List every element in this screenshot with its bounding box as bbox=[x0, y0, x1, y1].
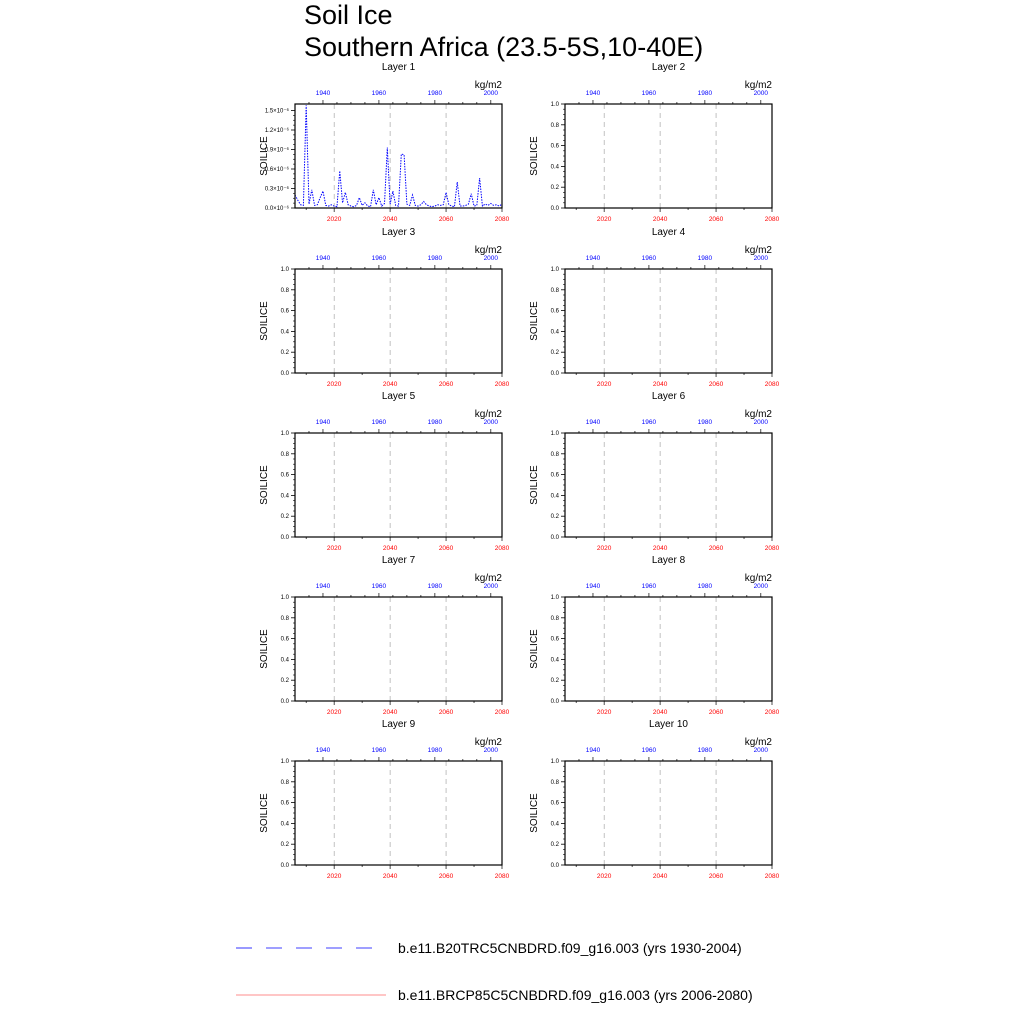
y-axis-label: SOILICE bbox=[529, 301, 540, 341]
panels bbox=[259, 62, 780, 880]
y-tick-label: 0.2 bbox=[550, 514, 559, 521]
panel-4 bbox=[529, 227, 780, 388]
x-tick-label-top: 1960 bbox=[371, 747, 387, 754]
panel-units: kg/m2 bbox=[744, 409, 772, 420]
y-axis-label: SOILICE bbox=[529, 136, 540, 176]
panel-title: Layer 9 bbox=[381, 719, 416, 730]
panel-8 bbox=[529, 555, 780, 716]
x-tick-label-bottom: 2060 bbox=[438, 709, 454, 716]
x-tick-label-top: 1980 bbox=[697, 90, 713, 97]
y-tick-label: 1.2×10⁻⁶ bbox=[264, 128, 289, 134]
x-tick-label-bottom: 2080 bbox=[764, 873, 780, 880]
x-tick-label-bottom: 2080 bbox=[764, 709, 780, 716]
y-tick-label: 1.0 bbox=[280, 267, 289, 273]
y-tick-label: 0.0 bbox=[550, 371, 559, 377]
x-tick-label-bottom: 2040 bbox=[652, 216, 668, 223]
panel-units: kg/m2 bbox=[744, 737, 772, 748]
y-tick-label: 0.2 bbox=[550, 842, 559, 849]
x-tick-label-top: 1940 bbox=[585, 583, 601, 590]
y-tick-label: 0.6 bbox=[550, 472, 559, 479]
y-tick-label: 0.6 bbox=[280, 472, 289, 479]
panel-units: kg/m2 bbox=[744, 245, 772, 256]
y-tick-label: 1.0 bbox=[550, 267, 559, 273]
x-tick-label-top: 1940 bbox=[585, 255, 601, 262]
y-tick-label: 1.0 bbox=[550, 595, 559, 601]
y-tick-label: 0.8 bbox=[280, 287, 289, 294]
x-tick-label-top: 1960 bbox=[641, 747, 657, 754]
x-tick-label-top: 1940 bbox=[315, 255, 331, 262]
y-tick-label: 0.8 bbox=[550, 779, 559, 786]
panel-title: Layer 1 bbox=[381, 62, 416, 73]
x-tick-label-bottom: 2020 bbox=[326, 709, 342, 716]
y-axis-label: SOILICE bbox=[529, 465, 540, 505]
x-tick-label-bottom: 2060 bbox=[438, 216, 454, 223]
legend-label-historical: b.e11.B20TRC5CNBDRD.f09_g16.003 (yrs 1930-2004) bbox=[398, 940, 742, 956]
panel-9 bbox=[259, 719, 510, 880]
x-tick-label-top: 1940 bbox=[315, 419, 331, 426]
y-tick-label: 0.0 bbox=[550, 206, 559, 212]
x-tick-label-top: 1940 bbox=[585, 419, 601, 426]
x-tick-label-top: 1940 bbox=[315, 90, 331, 97]
x-tick-label-bottom: 2060 bbox=[438, 381, 454, 388]
y-tick-label: 0.6 bbox=[280, 308, 289, 315]
panel-title: Layer 10 bbox=[649, 719, 688, 730]
x-tick-label-top: 1980 bbox=[697, 583, 713, 590]
x-tick-label-bottom: 2040 bbox=[652, 545, 668, 552]
figure-title-line1: Soil Ice bbox=[304, 0, 393, 30]
y-tick-label: 0.4 bbox=[280, 329, 289, 336]
x-tick-label-top: 2000 bbox=[753, 583, 769, 590]
x-tick-label-top: 1940 bbox=[585, 747, 601, 754]
panel-units: kg/m2 bbox=[744, 80, 772, 91]
panel-2 bbox=[529, 62, 780, 223]
x-tick-label-top: 1980 bbox=[697, 255, 713, 262]
x-tick-label-top: 1940 bbox=[315, 583, 331, 590]
y-axis-label: SOILICE bbox=[529, 793, 540, 833]
y-tick-label: 0.2 bbox=[280, 350, 289, 357]
y-tick-label: 0.6 bbox=[550, 143, 559, 150]
y-tick-label: 0.3×10⁻⁶ bbox=[264, 186, 289, 193]
x-tick-label-top: 1980 bbox=[697, 747, 713, 754]
x-tick-label-top: 2000 bbox=[483, 255, 499, 262]
x-tick-label-bottom: 2060 bbox=[708, 216, 724, 223]
plot-frame bbox=[565, 104, 772, 208]
x-tick-label-bottom: 2060 bbox=[438, 873, 454, 880]
panel-title: Layer 3 bbox=[381, 227, 416, 238]
x-tick-label-top: 2000 bbox=[753, 90, 769, 97]
x-tick-label-top: 2000 bbox=[753, 419, 769, 426]
y-tick-label: 0.0 bbox=[550, 535, 559, 541]
panel-6 bbox=[529, 391, 780, 552]
y-tick-label: 1.0 bbox=[280, 759, 289, 765]
y-tick-label: 0.9×10⁻⁶ bbox=[264, 147, 289, 154]
y-axis-label: SOILICE bbox=[259, 629, 270, 669]
y-tick-label: 1.0 bbox=[550, 759, 559, 765]
y-tick-label: 0.8 bbox=[550, 287, 559, 294]
panel-title: Layer 6 bbox=[651, 391, 686, 402]
x-tick-label-bottom: 2040 bbox=[382, 709, 398, 716]
y-tick-label: 0.4 bbox=[550, 493, 559, 500]
x-tick-label-bottom: 2040 bbox=[382, 545, 398, 552]
x-tick-label-top: 1980 bbox=[427, 583, 443, 590]
panel-title: Layer 2 bbox=[651, 62, 686, 73]
x-tick-label-bottom: 2080 bbox=[764, 545, 780, 552]
x-tick-label-bottom: 2020 bbox=[596, 545, 612, 552]
x-tick-label-bottom: 2020 bbox=[596, 709, 612, 716]
x-tick-label-top: 2000 bbox=[483, 747, 499, 754]
x-tick-label-top: 1940 bbox=[585, 90, 601, 97]
x-tick-label-bottom: 2020 bbox=[596, 873, 612, 880]
y-tick-label: 0.0 bbox=[280, 535, 289, 541]
x-tick-label-bottom: 2060 bbox=[708, 545, 724, 552]
y-tick-label: 1.0 bbox=[550, 102, 559, 108]
x-tick-label-bottom: 2060 bbox=[708, 381, 724, 388]
x-tick-label-top: 1980 bbox=[427, 90, 443, 97]
x-tick-label-bottom: 2020 bbox=[326, 545, 342, 552]
x-tick-label-bottom: 2080 bbox=[494, 709, 510, 716]
x-tick-label-bottom: 2040 bbox=[382, 873, 398, 880]
y-tick-label: 0.8 bbox=[550, 451, 559, 458]
x-tick-label-bottom: 2020 bbox=[596, 216, 612, 223]
y-tick-label: 0.4 bbox=[550, 821, 559, 828]
x-tick-label-bottom: 2020 bbox=[326, 216, 342, 223]
panel-title: Layer 5 bbox=[381, 391, 416, 402]
x-tick-label-top: 1960 bbox=[371, 583, 387, 590]
y-axis-label: SOILICE bbox=[259, 136, 270, 176]
y-tick-label: 0.0 bbox=[280, 371, 289, 377]
figure-title-line2: Southern Africa (23.5-5S,10-40E) bbox=[304, 32, 704, 62]
series-historical-line bbox=[295, 105, 502, 206]
panel-units: kg/m2 bbox=[474, 245, 502, 256]
y-tick-label: 0.6 bbox=[280, 636, 289, 643]
y-tick-label: 0.8 bbox=[280, 779, 289, 786]
y-tick-label: 0.2 bbox=[280, 514, 289, 521]
plot-frame bbox=[295, 269, 502, 373]
panel-1 bbox=[259, 62, 510, 223]
y-tick-label: 0.8 bbox=[280, 451, 289, 458]
x-tick-label-top: 2000 bbox=[483, 419, 499, 426]
x-tick-label-bottom: 2040 bbox=[652, 873, 668, 880]
x-tick-label-bottom: 2040 bbox=[652, 381, 668, 388]
x-tick-label-bottom: 2060 bbox=[708, 873, 724, 880]
y-tick-label: 1.0 bbox=[280, 431, 289, 437]
x-tick-label-top: 2000 bbox=[483, 90, 499, 97]
y-tick-label: 0.6 bbox=[550, 636, 559, 643]
y-tick-label: 0.4 bbox=[280, 657, 289, 664]
x-tick-label-top: 2000 bbox=[753, 255, 769, 262]
x-tick-label-top: 1960 bbox=[641, 583, 657, 590]
y-tick-label: 1.5×10⁻⁶ bbox=[264, 108, 289, 115]
y-tick-label: 0.0 bbox=[280, 863, 289, 869]
x-tick-label-bottom: 2080 bbox=[764, 381, 780, 388]
y-tick-label: 1.0 bbox=[280, 595, 289, 601]
x-tick-label-top: 1980 bbox=[427, 419, 443, 426]
y-tick-label: 0.0 bbox=[550, 863, 559, 869]
plot-frame bbox=[565, 597, 772, 701]
panel-title: Layer 4 bbox=[651, 227, 686, 238]
y-tick-label: 0.4 bbox=[280, 821, 289, 828]
x-tick-label-bottom: 2080 bbox=[494, 381, 510, 388]
y-axis-label: SOILICE bbox=[529, 629, 540, 669]
x-tick-label-top: 2000 bbox=[753, 747, 769, 754]
panel-5 bbox=[259, 391, 510, 552]
y-tick-label: 0.6 bbox=[280, 800, 289, 807]
x-tick-label-bottom: 2040 bbox=[382, 216, 398, 223]
plot-frame bbox=[295, 104, 502, 208]
y-tick-label: 0.0 bbox=[550, 699, 559, 705]
y-axis-label: SOILICE bbox=[259, 301, 270, 341]
y-tick-label: 0.4 bbox=[280, 493, 289, 500]
x-tick-label-bottom: 2080 bbox=[494, 545, 510, 552]
plot-frame bbox=[295, 761, 502, 865]
y-tick-label: 0.2 bbox=[280, 842, 289, 849]
y-tick-label: 0.0×10⁻⁶ bbox=[264, 206, 289, 212]
panel-units: kg/m2 bbox=[474, 80, 502, 91]
y-tick-label: 0.4 bbox=[550, 329, 559, 336]
plot-frame bbox=[295, 597, 502, 701]
panel-units: kg/m2 bbox=[474, 737, 502, 748]
x-tick-label-top: 1980 bbox=[427, 255, 443, 262]
y-tick-label: 0.4 bbox=[550, 164, 559, 171]
y-tick-label: 1.0 bbox=[550, 431, 559, 437]
panel-3 bbox=[259, 227, 510, 388]
x-tick-label-top: 2000 bbox=[483, 583, 499, 590]
x-tick-label-bottom: 2020 bbox=[326, 873, 342, 880]
plot-frame bbox=[565, 433, 772, 537]
x-tick-label-bottom: 2080 bbox=[764, 216, 780, 223]
y-tick-label: 0.6 bbox=[550, 308, 559, 315]
y-tick-label: 0.8 bbox=[550, 615, 559, 622]
y-tick-label: 0.2 bbox=[550, 350, 559, 357]
y-tick-label: 0.4 bbox=[550, 657, 559, 664]
y-tick-label: 0.6 bbox=[550, 800, 559, 807]
x-tick-label-bottom: 2020 bbox=[596, 381, 612, 388]
x-tick-label-bottom: 2080 bbox=[494, 216, 510, 223]
plot-frame bbox=[565, 761, 772, 865]
legend-entry-historical bbox=[236, 940, 742, 956]
y-tick-label: 0.8 bbox=[550, 122, 559, 129]
y-axis-label: SOILICE bbox=[259, 465, 270, 505]
panel-7 bbox=[259, 555, 510, 716]
panel-10 bbox=[529, 719, 780, 880]
x-tick-label-top: 1980 bbox=[697, 419, 713, 426]
panel-title: Layer 8 bbox=[651, 555, 686, 566]
x-tick-label-bottom: 2080 bbox=[494, 873, 510, 880]
x-tick-label-top: 1960 bbox=[641, 90, 657, 97]
y-tick-label: 0.2 bbox=[280, 678, 289, 685]
x-tick-label-bottom: 2020 bbox=[326, 381, 342, 388]
y-tick-label: 0.0 bbox=[280, 699, 289, 705]
x-tick-label-bottom: 2040 bbox=[382, 381, 398, 388]
legend bbox=[236, 940, 753, 1003]
y-tick-label: 0.2 bbox=[550, 678, 559, 685]
y-tick-label: 0.2 bbox=[550, 185, 559, 192]
legend-entry-rcp85 bbox=[236, 987, 753, 1003]
x-tick-label-bottom: 2040 bbox=[652, 709, 668, 716]
plot-frame bbox=[565, 269, 772, 373]
panel-units: kg/m2 bbox=[474, 409, 502, 420]
x-tick-label-top: 1960 bbox=[371, 419, 387, 426]
y-tick-label: 0.8 bbox=[280, 615, 289, 622]
x-tick-label-bottom: 2060 bbox=[438, 545, 454, 552]
x-tick-label-top: 1960 bbox=[371, 90, 387, 97]
legend-label-rcp85: b.e11.BRCP85C5CNBDRD.f09_g16.003 (yrs 2006-2080) bbox=[398, 987, 753, 1003]
x-tick-label-top: 1940 bbox=[315, 747, 331, 754]
plot-frame bbox=[295, 433, 502, 537]
x-tick-label-bottom: 2060 bbox=[708, 709, 724, 716]
y-axis-label: SOILICE bbox=[259, 793, 270, 833]
panel-units: kg/m2 bbox=[744, 573, 772, 584]
x-tick-label-top: 1980 bbox=[427, 747, 443, 754]
panel-title: Layer 7 bbox=[381, 555, 416, 566]
x-tick-label-top: 1960 bbox=[641, 419, 657, 426]
y-tick-label: 0.6×10⁻⁶ bbox=[264, 167, 289, 173]
panel-units: kg/m2 bbox=[474, 573, 502, 584]
x-tick-label-top: 1960 bbox=[641, 255, 657, 262]
x-tick-label-top: 1960 bbox=[371, 255, 387, 262]
